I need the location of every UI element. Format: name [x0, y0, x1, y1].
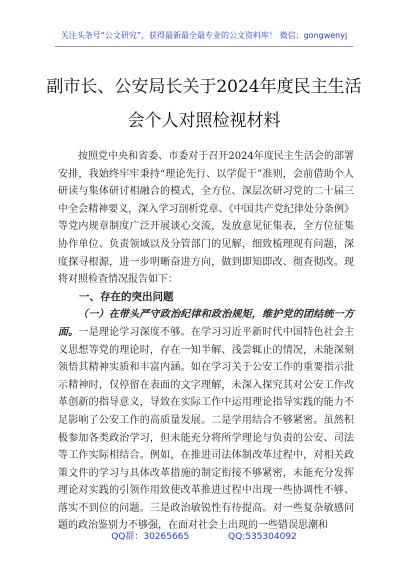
header-divider — [55, 46, 353, 47]
page-footer — [0, 529, 408, 542]
title-line-1: 副市长、公安局长关于2024年度民主生活 — [46, 77, 362, 97]
page-header: 关注头条号“公文研究”，获得最新最全最专业的公文资料库！ 微信：gongwenyj — [60, 31, 348, 40]
intro-paragraph: 按照党中央和省委、市委对于召开2024年度民主生活会的部署安排，我始终牢牢秉持“理论先行、以学促干”准则，会前借助个人研读与集体研讨相融合的模式，全方位、深层次研习党的二十届三中全会精神要义，深入学习剖析党章、《中国共产党纪律处分条例》等党内规章制度广泛开展谈心交流，发放意见征集表，全方位征集协作单位、负责领域以及分管部门的见解，细致梳理现有问题，深度探寻根源，进一步明晰奋进方向，做到即知即改、彻查彻改。现将对照检查情况报告如下： — [58, 151, 354, 286]
footer-qq-group: QQ群：30265665 — [111, 532, 190, 542]
section-heading-1: 一、存在的突出问题 — [79, 290, 174, 303]
document-body — [58, 148, 354, 535]
subsection-text-1: 一是理论学习深度不够。在学习习近平新时代中国特色社会主义思想等党的理论时，存在一知半解、浅尝辄止的情况，未能深刻领悟其精神实质和丰富内涵。如在学习关于公安工作的重要指示批示精神时，仅停留在表面的文字理解，未深入探究其对公安工作改革创新的指导意义，导致在实际工作中运用理论指导实践的能力不足影响了公安工作的高质量发展。二是学用结合不够紧密。虽然积极参加各类政治学习，但未能充分将所学理论与负责的公安、司法等工作实际相结合。例如，在推进司法体制改革过程中，对相关政策文件的学习与具体改革措施的制定衔接不够紧密，未能充分发挥理论对实践的引领作用致使改革推进过程中出现一些协调性不够、落实不到位的问题。三是政治敏锐性有待提高。对一些复杂敏感问题的政治鉴别力不够强，在面对社会上出现的一些错误思潮和 — [58, 326, 355, 532]
subsection-paragraph-1 — [58, 306, 354, 535]
document-title — [40, 70, 368, 138]
subsection-heading-1: （一）在带头严守政治纪律和政治规矩，维护党的团结统一方面。 — [58, 309, 354, 338]
title-line-2: 会个人对照检视材料 — [127, 111, 281, 131]
footer-qq: QQ:535304092 — [228, 532, 297, 542]
